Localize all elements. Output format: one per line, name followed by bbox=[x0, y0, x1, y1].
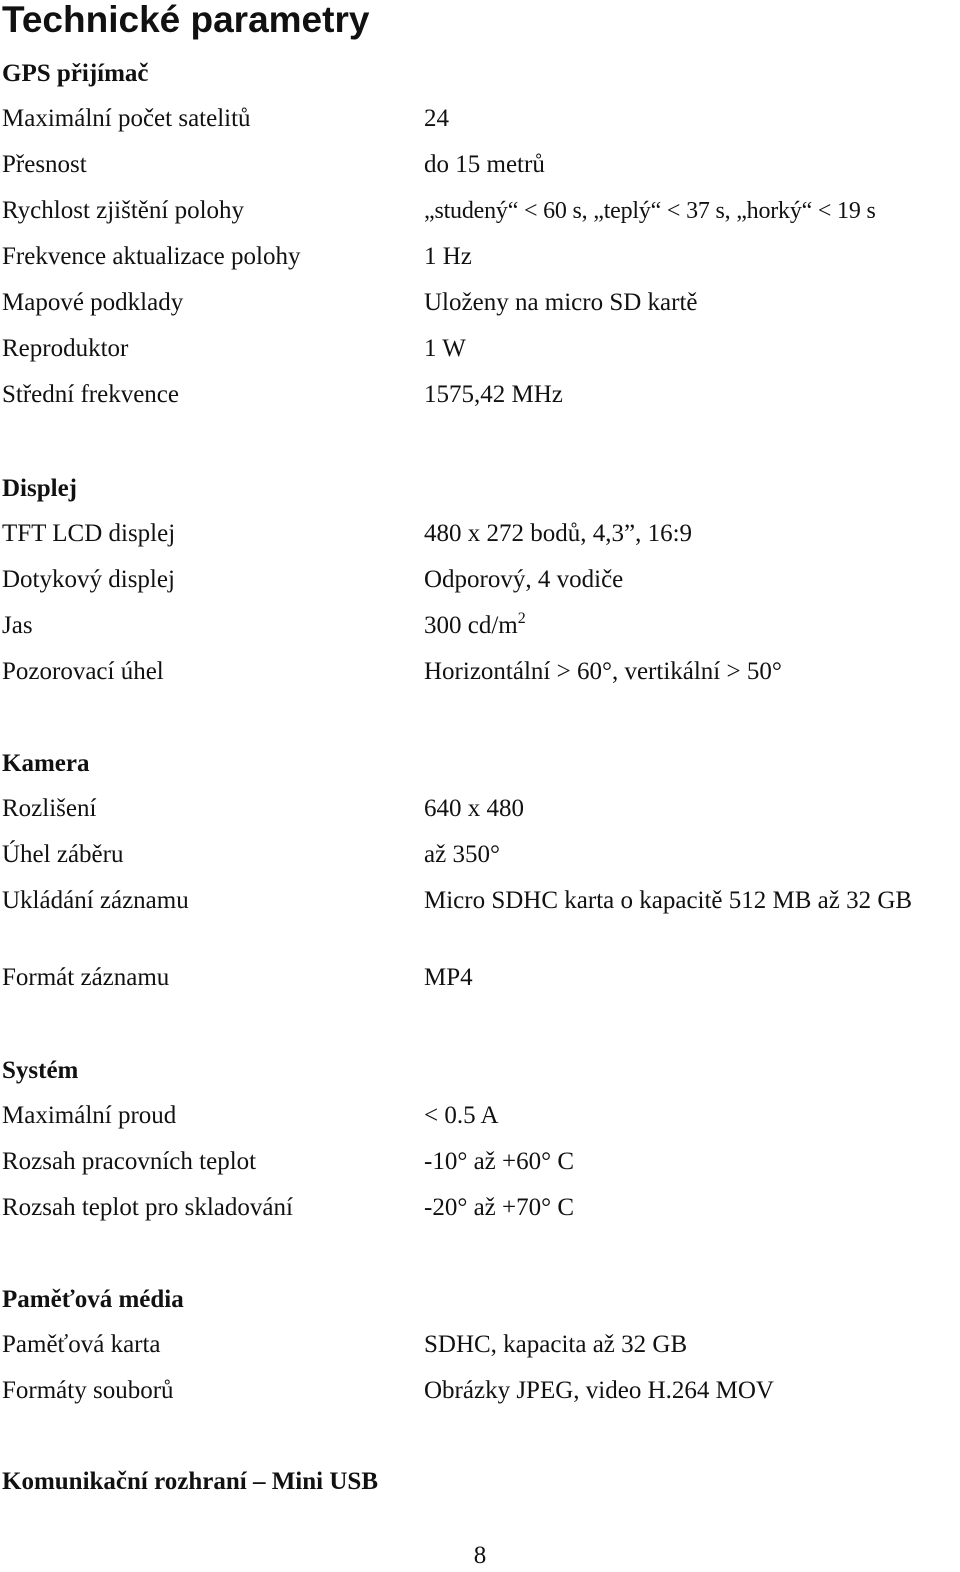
brightness-exponent: 2 bbox=[517, 610, 526, 627]
spec-row-tft-lcd bbox=[0, 518, 960, 564]
spec-value: 1 Hz bbox=[424, 243, 472, 270]
spec-row-storage-temp bbox=[0, 1192, 960, 1238]
spec-value: MP4 bbox=[424, 964, 473, 991]
spec-value: SDHC, kapacita až 32 GB bbox=[424, 1331, 688, 1358]
spec-row-update-rate bbox=[0, 241, 960, 287]
spec-label: Jas bbox=[2, 612, 33, 639]
spec-value: 24 bbox=[424, 105, 449, 132]
spec-row-brightness bbox=[0, 610, 960, 656]
spec-label: Maximální počet satelitů bbox=[2, 105, 251, 132]
spec-row-fix-speed bbox=[0, 195, 960, 241]
spec-label: Frekvence aktualizace polohy bbox=[2, 243, 301, 270]
section-heading-gps: GPS přijímač bbox=[2, 60, 149, 87]
spec-row-center-frequency bbox=[0, 379, 960, 425]
spec-label: Dotykový displej bbox=[2, 566, 175, 593]
spec-row-recording-format bbox=[0, 962, 960, 1008]
spec-value: Obrázky JPEG, video H.264 MOV bbox=[424, 1377, 774, 1404]
section-heading-interface: Komunikační rozhraní – Mini USB bbox=[2, 1468, 378, 1495]
spec-row-accuracy bbox=[0, 149, 960, 195]
spec-label: Přesnost bbox=[2, 151, 87, 178]
section-heading-camera: Kamera bbox=[2, 750, 90, 777]
spec-row-resolution bbox=[0, 793, 960, 839]
spec-value: až 350° bbox=[424, 841, 500, 868]
spec-row-maps bbox=[0, 287, 960, 333]
spec-value: Uloženy na micro SD kartě bbox=[424, 289, 698, 316]
spec-row-file-formats bbox=[0, 1375, 960, 1421]
spec-label: Rozlišení bbox=[2, 795, 97, 822]
section-heading-display: Displej bbox=[2, 475, 77, 502]
spec-row-max-satellites bbox=[0, 103, 960, 149]
spec-row-field-of-view bbox=[0, 839, 960, 885]
page-number: 8 bbox=[473, 1542, 487, 1569]
spec-value: „studený“ < 60 s, „teplý“ < 37 s, „horký“ < 19 s bbox=[424, 198, 876, 224]
spec-value: do 15 metrů bbox=[424, 151, 545, 178]
spec-label: TFT LCD displej bbox=[2, 520, 176, 547]
spec-label: Pozorovací úhel bbox=[2, 658, 164, 685]
spec-label: Rozsah pracovních teplot bbox=[2, 1148, 257, 1175]
spec-value: 640 x 480 bbox=[424, 795, 524, 822]
section-heading-memory-media: Paměťová média bbox=[2, 1286, 184, 1313]
spec-row-recording-storage bbox=[0, 885, 960, 963]
spec-row-memory-card bbox=[0, 1329, 960, 1375]
spec-value: Horizontální > 60°, vertikální > 50° bbox=[424, 658, 782, 685]
spec-label: Formáty souborů bbox=[2, 1377, 174, 1404]
spec-value: < 0.5 A bbox=[424, 1102, 499, 1129]
page-title: Technické parametry bbox=[2, 0, 370, 40]
brightness-value: 300 cd/m bbox=[424, 612, 518, 639]
spec-value: 480 x 272 bodů, 4,3”, 16:9 bbox=[424, 520, 693, 547]
spec-value: 1 W bbox=[424, 335, 466, 362]
section-heading-system: Systém bbox=[2, 1057, 79, 1084]
spec-row-operating-temp bbox=[0, 1146, 960, 1192]
spec-value: -20° až +70° C bbox=[424, 1194, 575, 1221]
spec-label: Rozsah teplot pro skladování bbox=[2, 1194, 293, 1221]
spec-row-viewing-angle bbox=[0, 656, 960, 702]
spec-label: Maximální proud bbox=[2, 1102, 177, 1129]
spec-row-speaker bbox=[0, 333, 960, 379]
spec-label: Formát záznamu bbox=[2, 964, 170, 991]
spec-value: Micro SDHC karta o kapacitě 512 MB až 32 GB bbox=[424, 887, 913, 914]
spec-value: Odporový, 4 vodiče bbox=[424, 566, 624, 593]
spec-value: 1575,42 MHz bbox=[424, 381, 563, 408]
spec-row-max-current bbox=[0, 1100, 960, 1146]
spec-label: Ukládání záznamu bbox=[2, 887, 189, 914]
spec-label: Úhel záběru bbox=[2, 841, 124, 868]
spec-value-brightness bbox=[424, 610, 958, 642]
spec-label: Rychlost zjištění polohy bbox=[2, 197, 245, 224]
spec-label: Mapové podklady bbox=[2, 289, 184, 316]
spec-label: Paměťová karta bbox=[2, 1331, 161, 1358]
spec-row-touchscreen bbox=[0, 564, 960, 610]
spec-label: Reproduktor bbox=[2, 335, 129, 362]
spec-label: Střední frekvence bbox=[2, 381, 180, 408]
spec-value: -10° až +60° C bbox=[424, 1148, 575, 1175]
